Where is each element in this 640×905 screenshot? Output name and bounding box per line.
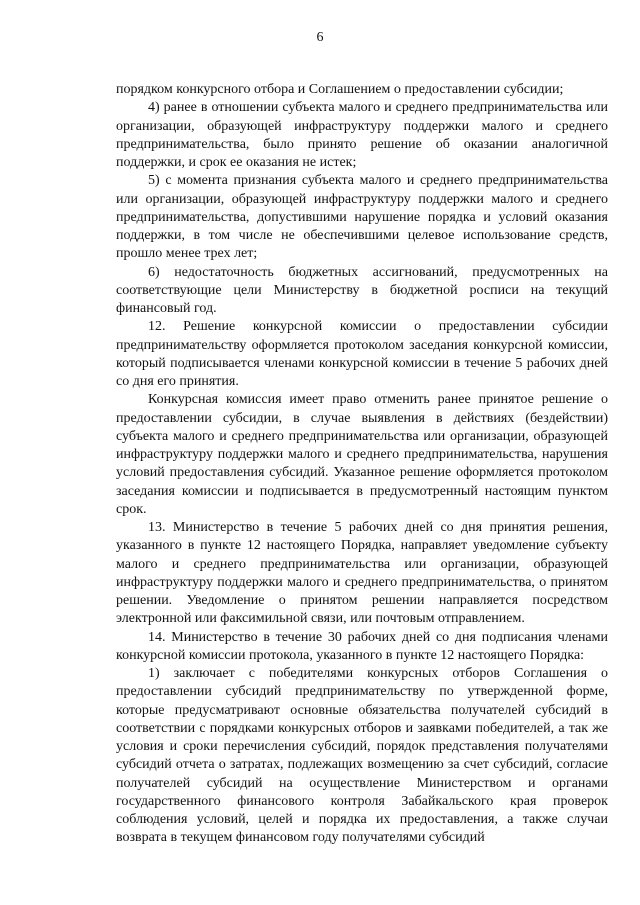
page-number: 6 (316, 30, 324, 45)
document-body (116, 81, 608, 848)
paragraph: 5) с момента признания субъекта малого и среднего предпринимательства или организации, образующей инфраструктуру поддержки малого и среднего предпринимательства, допустившими нарушение порядка и условий оказания поддержки, в том числе не обеспечившими целевое использование средств, прошло менее трех лет; (116, 173, 608, 262)
paragraph: 12. Решение конкурсной комиссии о предоставлении субсидии предпринимательству оформляется протоколом заседания конкурсной комиссии, который подписывается членами конкурсной комиссии в течение 5 рабочих дней со дня его принятия. (116, 319, 608, 389)
paragraph: порядком конкурсного отбора и Соглашением о предоставлении субсидии; (116, 82, 564, 97)
paragraph: 14. Министерство в течение 30 рабочих дней со дня подписания членами конкурсной комиссии протокола, указанного в пункте 12 настоящего Порядка: (116, 629, 608, 663)
paragraph: Конкурсная комиссия имеет право отменить ранее принятое решение о предоставлении субсидии, в случае выявления в действиях (бездействии) субъекта малого и среднего предпринимательства или организации, образующей инфраструктуру поддержки малого и среднего предпринимательства, нарушения условий предоставления субсидий. Указанное решение оформляется протоколом заседания комиссии и подписывается в предусмотренный настоящим пунктом срок. (116, 392, 608, 517)
paragraph: 4) ранее в отношении субъекта малого и среднего предпринимательства или организации, образующей инфраструктуру поддержки малого и среднего предпринимательства, было принято решение об оказании аналогичной поддержки, и срок ее оказания не истек; (116, 100, 608, 170)
paragraph: 1) заключает с победителями конкурсных отборов Соглашения о предоставлении субсидий предпринимательству по утвержденной форме, которые предусматривают основные обязательства получателей субсидий в соответствии с порядками конкурсных отборов и заявками победителей, а так же условия и сроки перечисления субсидий, порядок представления получателями субсидий отчета о затратах, подлежащих возмещению за счет субсидий, согласие получателей субсидий на осуществление Министерством и органами государственного финансового контроля Забайкальского края проверок соблюдения условий, целей и порядка их предоставления, а также случаи возврата в текущем финансовом году получателями субсидий (116, 666, 608, 846)
paragraph: 13. Министерство в течение 5 рабочих дней со дня принятия решения, указанного в пункте 12 настоящего Порядка, направляет уведомление субъекту малого и среднего предпринимательства или организации, образующей инфраструктуру поддержки малого и среднего предпринимательства, о принятом решении. Уведомление о принятом решении направляется посредством электронной или факсимильной связи, или почтовым отправлением. (116, 520, 608, 627)
paragraph: 6) недостаточность бюджетных ассигнований, предусмотренных на соответствующие цели Министерству в бюджетной росписи на текущий финансовый год. (116, 264, 608, 316)
